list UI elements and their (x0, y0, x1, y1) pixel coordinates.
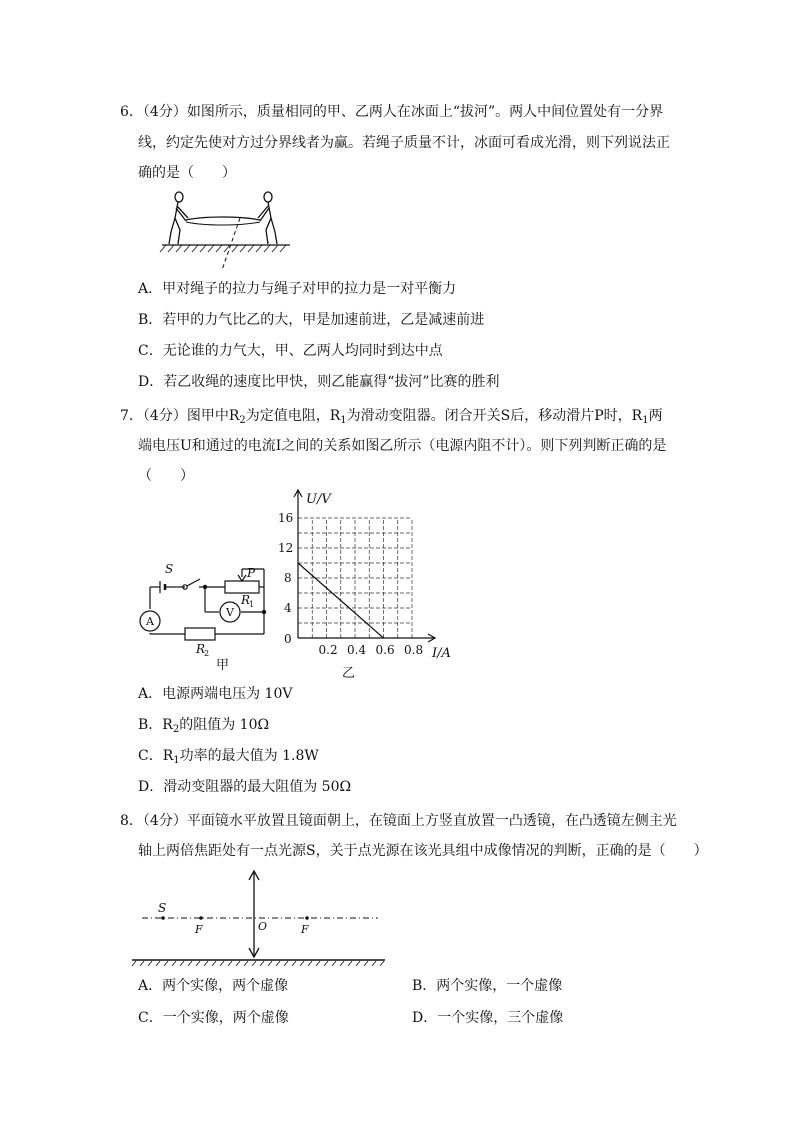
y-tick-label: 16 (278, 511, 294, 525)
q6-stem-line1: 6．（4分）如图所示，质量相同的甲、乙两人在冰面上“拔河”。两人中间位置处有一分界 (120, 104, 664, 120)
y-tick-label: 8 (284, 571, 292, 585)
focus-right-label: F (301, 923, 309, 936)
switch-label: S (165, 562, 174, 576)
q6-stem-line2: 线，约定先使对方过分界线者为赢。若绳子质量不计，冰面可看成光滑，则下列说法正 (138, 135, 670, 151)
q7-option-c: C．$R_1$功率的最大值为 1.8W (138, 748, 319, 766)
q6-option-b: B．若甲的力气比乙的大，甲是加速前进，乙是减速前进 (138, 312, 485, 328)
x-tick-label: 0.6 (375, 643, 395, 657)
circuit-diagram (130, 555, 275, 675)
r1-label-sub: 1 (249, 600, 255, 609)
x-tick-label: 0.2 (318, 643, 338, 657)
q7-stem-line2: 端电压U和通过的电流I之间的关系如图乙所示（电源内阻不计）。则下列判断正确的是 (138, 438, 667, 454)
ui-graph (270, 485, 470, 685)
q8-option-b: B．两个实像，一个虚像 (412, 978, 563, 994)
q8-option-a: A．两个实像，两个虚像 (138, 978, 289, 994)
q8-option-c: C．一个实像，两个虚像 (138, 1010, 289, 1026)
r2-label: R (196, 642, 206, 656)
q6-option-c: C．无论谁的力气大，甲、乙两人均同时到达中点 (138, 343, 443, 359)
q8-stem-line1: 8．（4分）平面镜水平放置且镜面朝上，在镜面上方竖直放置一凸透镜，在凸透镜左侧主光 (120, 813, 677, 829)
r1-label: R (241, 593, 251, 607)
focus-left-point (199, 916, 203, 920)
q7-option-a: A．电源两端电压为 10V (138, 686, 293, 702)
voltmeter-label: V (226, 606, 234, 619)
q8-option-d: D．一个实像，三个虚像 (412, 1010, 564, 1026)
q7-stem-line1: 7．（4分）图甲中$R_2$为定值电阻，$R_1$为滑动变阻器。闭合开关S后，移动滑片P时，$R_1$两 (120, 408, 663, 426)
origin-label: 0 (284, 632, 292, 646)
slider-label: P (247, 566, 256, 580)
q7-option-d: D．滑动变阻器的最大阻值为 50Ω (138, 779, 352, 795)
circuit-caption: 甲 (216, 658, 230, 673)
focus-left-label: F (195, 923, 203, 936)
x-tick-label: 0.4 (347, 643, 367, 657)
q8-stem-line2: 轴上两倍焦距处有一点光源S，关于点光源在该光具组中成像情况的判断，正确的是（ ） (138, 843, 708, 859)
q6-option-a: A．甲对绳子的拉力与绳子对甲的拉力是一对平衡力 (138, 281, 457, 297)
x-tick-label: 0.8 (404, 643, 424, 657)
q6-option-d: D．若乙收绳的速度比甲快，则乙能赢得“拔河”比赛的胜利 (138, 374, 500, 390)
graph-axes (294, 490, 435, 642)
q7-stem-line3: （ ） (138, 468, 194, 484)
source-point (161, 916, 165, 920)
r2-label-sub: 2 (204, 649, 210, 658)
q7-option-b: B．$R_2$的阻值为 10Ω (138, 717, 270, 735)
optical-center-label: O (258, 920, 268, 933)
lens-mirror-diagram (130, 868, 390, 968)
focus-right-point (305, 916, 309, 920)
source-label: S (158, 901, 167, 915)
ammeter-label: A (146, 615, 154, 628)
x-axis-label: I/A (432, 646, 451, 661)
q6-stem-line3: 确的是（ ） (138, 165, 236, 181)
y-tick-label: 4 (284, 601, 292, 615)
graph-caption: 乙 (342, 666, 356, 681)
tug-of-war-figure (160, 188, 300, 268)
y-tick-label: 12 (278, 541, 294, 555)
y-axis-label: U/V (306, 492, 331, 507)
